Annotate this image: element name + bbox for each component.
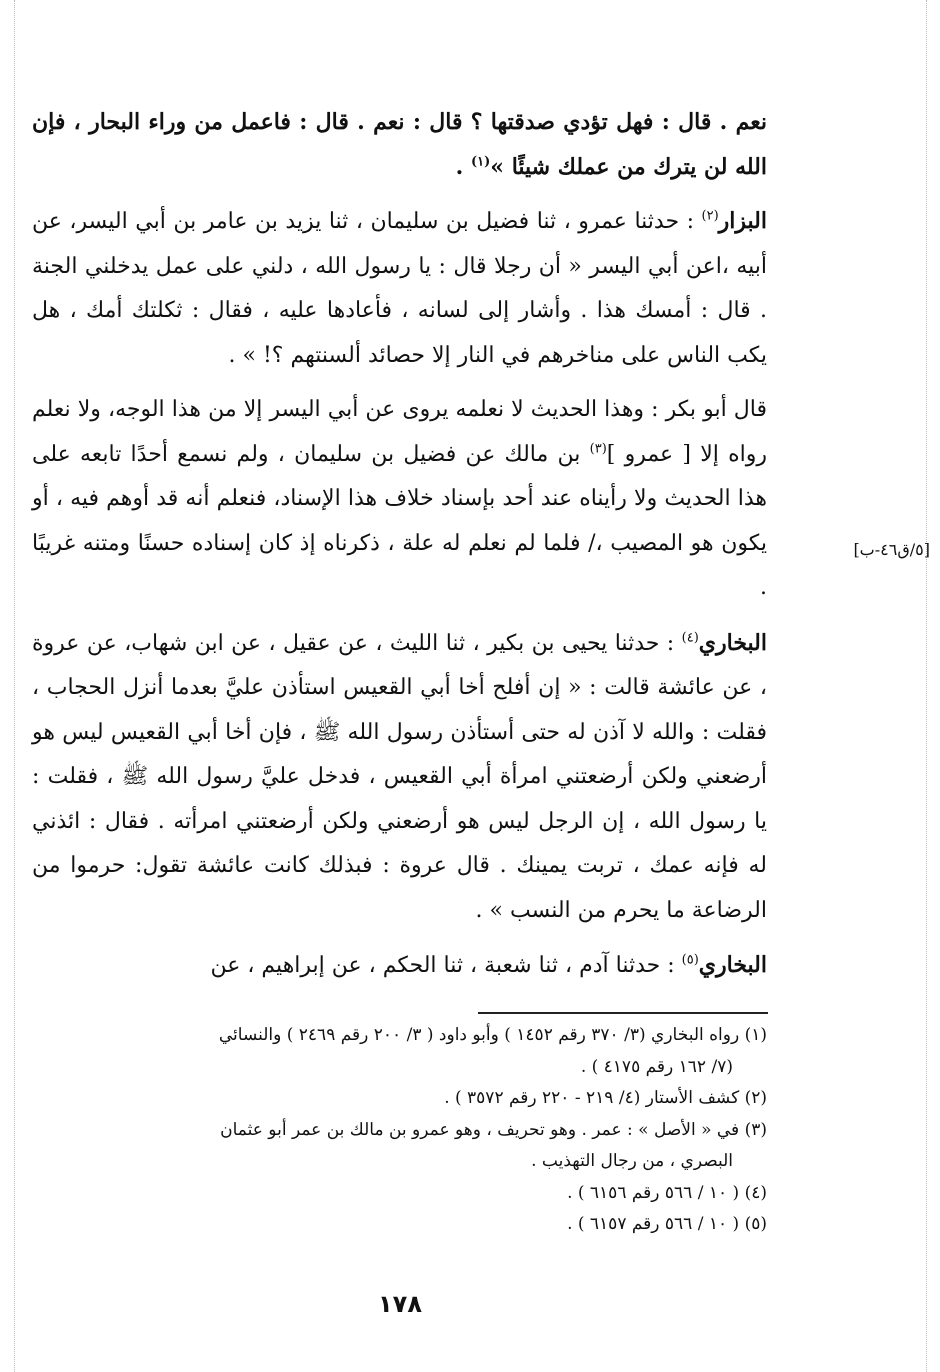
footnotes <box>32 1020 767 1241</box>
footnote-text: (٢) كشف الأستار (٤/ ٢١٩ - ٢٢٠ رقم ٣٥٧٢ ) . <box>444 1088 767 1108</box>
footnote-continuation: (٧/ ١٦٢ رقم ٤١٧٥ ) . <box>580 1056 733 1077</box>
footnote-4 <box>32 1178 767 1210</box>
footnote-separator <box>478 1012 768 1014</box>
paragraph-text: : حدثنا يحيى بن بكير ، ثنا الليث ، عن عقيل ، عن ابن شهاب، عن عروة ، عن عائشة قالت : « إن أفلح أخا أبي القعيس استأذن عليَّ بعدما أنزل الحجاب ، فقلت : والله لا آذن له حتى أستأذن رسول الله ﷺ ، فإن أخا أبي القعيس ليس هو أرضعني ولكن أرضعتني امرأة أبي القعيس ، فدخل عليَّ رسول الله ﷺ ، فقلت : يا رسول الله ، إن الرجل ليس هو أرضعني ولكن أرضعتني امرأته . فقال : ائذني له فإنه عمك ، تربت يمينك . قال عروة : فبذلك كانت عائشة تقول: حرموا من الرضاعة ما يحرم من النسب » . <box>32 630 768 923</box>
footnote-text: (٣) في « الأصل » : عمر . وهو تحريف ، وهو عمرو بن مالك بن عمر أبو عثمان <box>220 1119 767 1140</box>
footnote-ref: (٣) <box>589 441 607 457</box>
paragraph-2 <box>32 199 767 378</box>
paragraph-text: : حدثنا عمرو ، ثنا فضيل بن سليمان ، ثنا يزيد بن عامر بن أبي اليسر، عن أبيه ،اعن أبي اليسر « أن رجلا قال : يا رسول الله ، دلني على عمل يدخلني الجنة . قال : أمسك هذا . وأشار إلى لسانه ، فأعادها عليه ، فقال : ثكلتك أمك ، هل يكب الناس على مناخرهم في النار إلا حصائد ألسنتهم ؟! » . <box>32 209 767 368</box>
page-number: ١٧٨ <box>378 1290 422 1318</box>
footnote-ref: (٤) <box>681 630 699 646</box>
footnote-1 <box>32 1020 767 1083</box>
paragraph-3 <box>32 388 767 611</box>
footnote-text: (٥) ( ١٠ / ٥٦٦ رقم ٦١٥٧ ) . <box>567 1214 767 1234</box>
footnote-2 <box>32 1083 767 1115</box>
paragraph-1 <box>32 100 767 189</box>
footnote-text: (١) رواه البخاري (٣/ ٣٧٠ رقم ١٤٥٢ ) وأبو داود ( ٣/ ٢٠٠ رقم ٢٤٦٩ ) والنسائي <box>218 1025 767 1045</box>
paragraph-text: قال أبو بكر : وهذا الحديث لا نعلمه يروى عن أبي اليسر إلا من هذا الوجه، ولا نعلم رواه إلا [ عمرو ] <box>32 397 767 467</box>
footnote-3 <box>32 1115 767 1178</box>
paragraph-5 <box>32 943 767 989</box>
paragraph-tail: . <box>455 153 471 180</box>
footnote-ref: (٥) <box>681 952 699 968</box>
footnote-5 <box>32 1209 767 1241</box>
footnote-text: (٤) ( ١٠ / ٥٦٦ رقم ٦١٥٦ ) . <box>567 1182 767 1203</box>
footnote-ref: (٢) <box>701 208 719 224</box>
scan-guide-line <box>926 0 927 1372</box>
paragraph-4 <box>32 621 767 934</box>
narrator-name: البزار <box>718 208 767 234</box>
footnote-continuation: البصري ، من رجال التهذيب . <box>531 1151 733 1171</box>
footnote-ref: (١) <box>471 154 491 170</box>
main-text <box>32 100 767 999</box>
manuscript-margin-note: [٥/ق٤٦-ب] <box>853 540 930 559</box>
narrator-name: البخاري <box>698 952 767 978</box>
paragraph-tail: بن مالك عن فضيل بن سليمان ، ولم نسمع أحدًا تابعه على هذا الحديث ولا رأيناه عند أحد بإسناد خلاف هذا الإسناد، فنعلم أنه قد أوهم فيه ، أو يكون هو المصيب ،/ فلما لم نعلم له علة ، ذكرناه إذ كان إسناده حسنًا ومتنه غريبًا . <box>32 441 767 600</box>
paragraph-text: : حدثنا آدم ، ثنا شعبة ، ثنا الحكم ، عن إبراهيم ، عن <box>210 953 682 978</box>
scan-guide-line <box>14 0 15 1372</box>
paragraph-text: نعم . قال : فهل تؤدي صدقتها ؟ قال : نعم . قال : فاعمل من وراء البحار ، فإن الله لن يترك من عملك شيئًا » <box>32 109 767 180</box>
narrator-name: البخاري <box>698 629 767 656</box>
